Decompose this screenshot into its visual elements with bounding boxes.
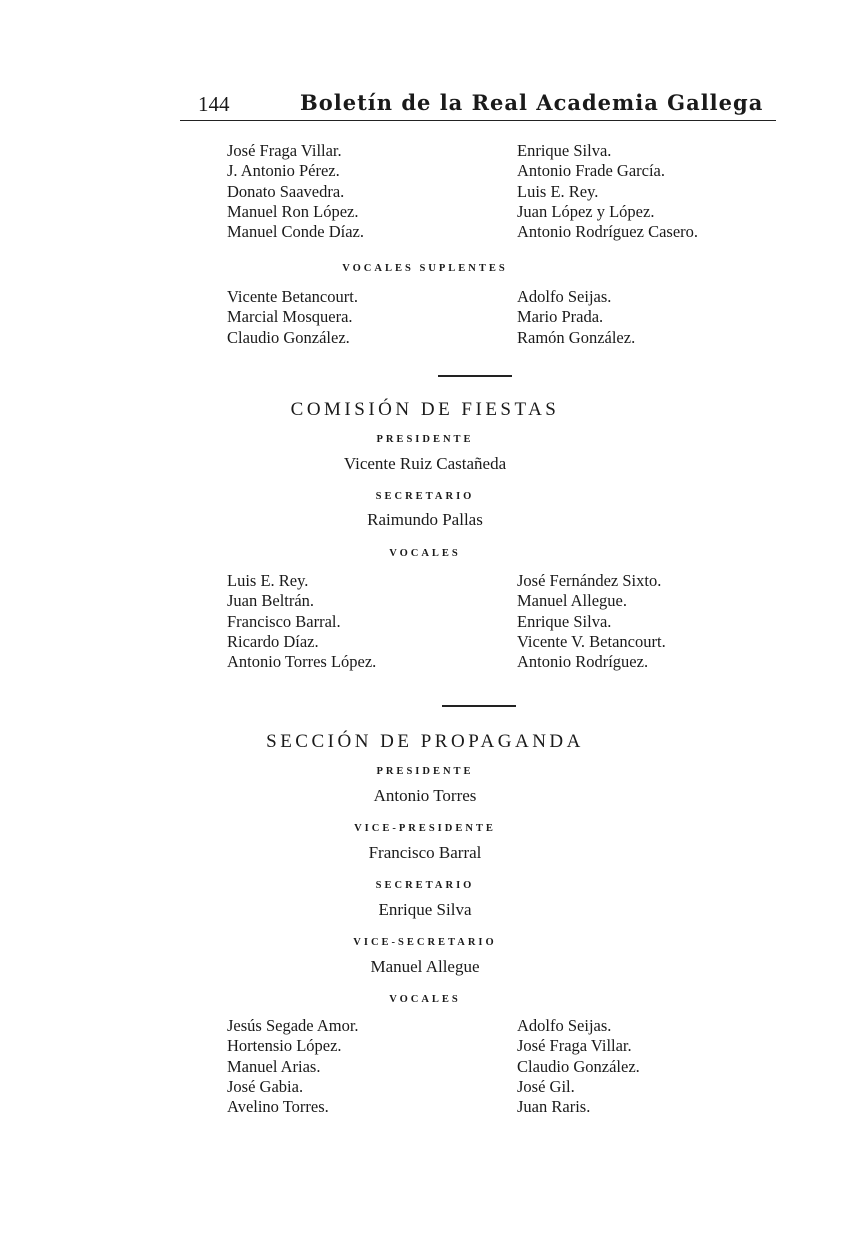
list-item: Claudio González. [227, 327, 350, 347]
vocales-suplentes-label: VOCALES SUPLENTES [342, 263, 508, 274]
list-item: Manuel Conde Díaz. [227, 222, 365, 242]
propaganda-secretario-name: Enrique Silva [378, 900, 472, 919]
section-divider [438, 375, 512, 377]
propaganda-vocales-left [227, 1016, 359, 1117]
seccion-propaganda-title: SECCIÓN DE PROPAGANDA [266, 731, 584, 752]
propaganda-vicepresidente-name: Francisco Barral [368, 843, 482, 862]
propaganda-presidente-label: PRESIDENTE [376, 766, 474, 777]
list-item: Donato Saavedra. [227, 181, 345, 201]
list-item: Vicente V. Betancourt. [517, 631, 666, 651]
list-item: Enrique Silva. [517, 611, 612, 631]
section-divider [442, 705, 516, 707]
list-item: Mario Prada. [517, 307, 604, 327]
list-item: Antonio Rodríguez. [517, 652, 649, 672]
fiestas-vocales-label: VOCALES [389, 548, 461, 559]
propaganda-vocales-label: VOCALES [389, 994, 461, 1005]
list-item: Francisco Barral. [227, 611, 341, 631]
list-item: José Gabia. [227, 1076, 304, 1096]
list-item: Ricardo Díaz. [227, 631, 319, 651]
propaganda-vocales-right [517, 1016, 640, 1117]
list-item: José Fraga Villar. [517, 1036, 632, 1056]
propaganda-vicepresidente-label: VICE-PRESIDENTE [354, 823, 496, 834]
list-item: Manuel Arias. [227, 1056, 321, 1076]
list-item: Luis E. Rey. [227, 571, 309, 590]
list-item: Antonio Rodríguez Casero. [517, 222, 699, 242]
comision-fiestas-title: COMISIÓN DE FIESTAS [290, 399, 560, 420]
running-title: Boletín de la Real Academia Gallega [300, 90, 764, 115]
list-item: Adolfo Seijas. [517, 287, 612, 306]
list-item: Jesús Segade Amor. [227, 1016, 359, 1035]
list-item: J. Antonio Pérez. [227, 161, 340, 181]
list-item: Luis E. Rey. [517, 181, 599, 201]
list-item: José Fernández Sixto. [517, 571, 662, 590]
propaganda-secretario-label: SECRETARIO [375, 880, 475, 891]
list-item: Juan López y López. [517, 201, 655, 221]
fiestas-secretario-label: SECRETARIO [375, 491, 475, 502]
fiestas-presidente-label: PRESIDENTE [376, 434, 474, 445]
propaganda-vicesecretario-label: VICE-SECRETARIO [353, 937, 497, 948]
list-item: Avelino Torres. [227, 1097, 329, 1117]
list-item: José Gil. [517, 1076, 575, 1096]
list-item: Antonio Frade García. [517, 161, 665, 181]
list-item: Antonio Torres López. [227, 652, 377, 672]
top-vocales-right [517, 141, 698, 242]
list-item: Vicente Betancourt. [227, 287, 358, 306]
propaganda-presidente-name: Antonio Torres [373, 786, 477, 805]
list-item: Adolfo Seijas. [517, 1016, 612, 1035]
list-item: Claudio González. [517, 1056, 640, 1076]
vocales-suplentes-left [227, 287, 358, 348]
fiestas-presidente-name: Vicente Ruiz Castañeda [343, 454, 507, 473]
list-item: Ramón González. [517, 327, 636, 347]
list-item: José Fraga Villar. [227, 141, 342, 160]
list-item: Juan Raris. [517, 1097, 591, 1117]
fiestas-vocales-right [517, 571, 666, 672]
fiestas-secretario-name: Raimundo Pallas [367, 510, 483, 529]
fiestas-vocales-left [227, 571, 376, 672]
propaganda-vicesecretario-name: Manuel Allegue [370, 957, 480, 976]
list-item: Manuel Allegue. [517, 591, 627, 611]
top-vocales-left [227, 141, 364, 242]
list-item: Enrique Silva. [517, 141, 612, 160]
vocales-suplentes-right [517, 287, 635, 348]
list-item: Juan Beltrán. [227, 591, 315, 611]
page-number: 144 [198, 92, 230, 116]
page-header [180, 86, 776, 121]
list-item: Hortensio López. [227, 1036, 342, 1056]
list-item: Marcial Mosquera. [227, 307, 353, 327]
list-item: Manuel Ron López. [227, 201, 359, 221]
